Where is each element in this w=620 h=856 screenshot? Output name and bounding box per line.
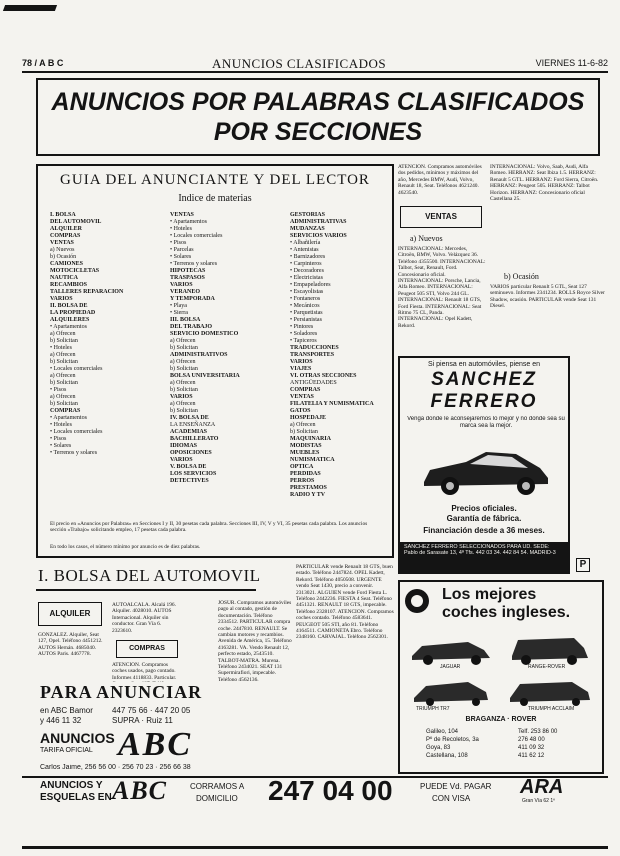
guide-index-entry: I. BOLSA <box>50 212 76 218</box>
guide-index-entry: • Empapeladores <box>290 282 331 288</box>
para-anunciar-address: Carlos Jaime, 256 56 00 · 256 70 23 · 256 66 38 <box>40 764 191 771</box>
visa-line-2: CON VISA <box>432 794 471 803</box>
guide-index-entry: VENTAS <box>170 212 194 218</box>
guide-footnote-2: En todo los casos, el número mínimo por anuncio es de diez palabras. <box>50 544 201 550</box>
guide-footnote-1: El precio en «Anuncios por Palabras» en Secciones I y II, 30 pesetas cada palabra. Secciones III, IV, V y VI, 35 pesetas cada palabra. Los anuncios sección «Trabajo» solicitando empleo, 17 pesetas cada palabra. <box>50 521 368 534</box>
guide-index-entry: LOS SERVICIOS <box>170 471 217 477</box>
guide-index-entry: • Locales comerciales <box>170 233 223 239</box>
section-title: ANUNCIOS CLASIFICADOS <box>212 56 387 71</box>
page-ref: 78 / A B C <box>22 58 64 68</box>
bolsa-auto-title: I. BOLSA DEL AUTOMOVIL <box>38 566 261 585</box>
guide-index-entry: VARIOS <box>170 394 193 400</box>
guide-index-entry: TRANSPORTES <box>290 352 335 358</box>
sanchez-name-2: FERRERO <box>430 391 538 412</box>
guide-index-entry: • Antenistas <box>290 247 319 253</box>
leyland-addresses <box>426 728 516 760</box>
guide-index-entry: • Parcelas <box>170 247 194 253</box>
guide-index-entry: MAQUINARIA <box>290 436 331 442</box>
guide-index-entry: a) Ofrecen <box>170 359 196 365</box>
ventas-box <box>400 206 482 228</box>
bolsa-auto-col2a: AUTOALCALA. Alcalá 196. Alquiler. 4028010. AUTOS Internacional. Alquiler sin conductor. Gran Vía 6. 2323610. <box>112 602 176 634</box>
guide-index-entry: • Apartamentos <box>50 324 87 330</box>
ocasion-ads: VARIOS particular Renault 5 GTL, Seat 127 seminuevo. Informes 2341234. ROLLS Royce Silver Shadow, ocasión. PARTICULAR vende Seat 131 Diesel. <box>490 284 605 310</box>
para-anunciar-line-1b: 447 75 66 · 447 20 05 <box>112 706 191 715</box>
guide-index-entry: DETECTIVES <box>170 478 209 484</box>
compras-box <box>116 640 178 658</box>
ara-logo: ARA <box>520 776 564 798</box>
car-label-1: JAGUAR <box>440 664 461 670</box>
guide-index-entry: VARIOS <box>50 296 73 302</box>
guide-index-entry: • Fontaneros <box>290 296 321 302</box>
guide-index-entry: HIPOTECAS <box>170 268 206 274</box>
guide-index-entry: VARIOS <box>170 457 193 463</box>
guide-index-entry: • Apartamentos <box>170 219 207 225</box>
financing-line: Financiación desde a 36 meses. <box>423 526 545 535</box>
para-anunciar-title: PARA ANUNCIAR <box>40 682 203 702</box>
guide-index-entry: a) Ofrecen <box>170 338 196 344</box>
nuevos-label: a) Nuevos <box>410 234 443 243</box>
guide-index-entry: a) Ofrecen <box>50 352 76 358</box>
guide-index-entry: b) Solicitan <box>170 366 198 372</box>
guide-index-entry: IDIOMAS <box>170 443 198 449</box>
guide-index-entry: HOSPEDAJE <box>290 415 327 421</box>
guide-index-entry: LA PROPIEDAD <box>50 310 96 316</box>
guide-index-entry: GESTORIAS <box>290 212 325 218</box>
guide-index-entry: • Pintores <box>290 324 314 330</box>
bolsa-auto-col3: JOSUR. Compramos automóviles pago al contado, gestión de documentación. Teléfono 2334512. PARTICULAR compra coche. 2447810. RENAULT. Se cambian motores y recambios. Avenida de América, 15. Teléfono 4163281. VA. Vendo Renault 12, perfecto estado, 2543510. TALBOT-MATRA. Murena. Teléfono 2434021. SEAT 131 Supermirafiori, impecable. Teléfono 4562136. <box>218 600 292 683</box>
nuevos-ads: INTERNACIONAL: Mercedes, Citroën, BMW, Volvo. Velázquez 36. Teléfono 4355500. INTERNACIONAL: Talbot, Seat, Renault, Ford. Concesionario oficial. INTERNACIONAL: Porsche, Lancia, Alfa Romeo. INTERNACIONAL: Peugeot 505 STI, Volvo 244 GL. INTERNACIONAL: Renault 18 GTS, Ford Fiesta. INTERNACIONAL: Seat Ritmo 75 CL, Panda. INTERNACIONAL: Opel Kadett, Rekord. <box>398 246 486 329</box>
guide-index-entry: SERVICIOS VARIOS <box>290 233 347 239</box>
column-b-ads: INTERNACIONAL: Volvo, Saab, Audi, Alfa Romeo. HERRANZ: Seat Ibiza 1.5. HERRANZ: Renault 5 GTL. HERRANZ: Ford Sierra, Citroën. HERRANZ: Peugeot 505. HERRANZ: Talbot Horizon. HERRANZ: Concesionario oficial Castellana 25. <box>490 164 599 203</box>
banner-line-2: POR SECCIONES <box>213 118 423 146</box>
prices-line-2: Garantía de fábrica. <box>446 514 522 523</box>
guide-index-entry: a) Ofrecen <box>170 380 196 386</box>
guide-column-3 <box>290 212 390 499</box>
guide-index-entry: • Terrenos y solares <box>50 450 98 456</box>
ara-address: Gran Vía 62 1º <box>522 798 555 804</box>
right-classifieds <box>398 164 608 354</box>
guide-index-entry: • Solares <box>170 254 192 260</box>
guide-index-entry: II. BOLSA DE <box>50 303 88 309</box>
guide-index-entry: PRESTAMOS <box>290 485 327 491</box>
bolsa-auto-col1: GONZALEZ. Alquiler, Seat 127, Opel. Teléfono 4451212. AUTOS Hernán. 4685040. AUTOS Paris. 4467778. <box>38 632 103 658</box>
dealer-phone: 411 62 12 <box>518 753 545 759</box>
issue-date: VIERNES 11-6-82 <box>535 58 608 68</box>
footer-phone: 247 04 00 <box>268 775 393 806</box>
masthead-bar <box>3 5 57 11</box>
guide-index-entry: TRASPASOS <box>170 275 205 281</box>
guide-index-entry: GATOS <box>290 408 311 414</box>
guide-index-entry: • Pisos <box>50 436 67 442</box>
guide-index-entry: OPTICA <box>290 464 314 470</box>
guide-index-entry: MOTOCICLETAS <box>50 268 100 274</box>
bolsa-auto-col4: PARTICULAR vende Renault 18 GTS, buen estado. Teléfono 2447824. OPEL Kadett, Rekord. Teléfono 4050508. URGENTE vendo Seat 1430, precio a convenir. 2313021. ALGUIEN vende Ford Fiesta L. Teléfono 2442236. FIESTA 4 Seat. Teléfono 4451321. RENAULT 18 GTS, impecable. Teléfono 2328107. ATENCION. Compramos coches contado. Teléfono 4583641. PEUGEOT 505 STI, año 81. Teléfono 4164511. CAMIONETA Ebro. Teléfono 2348160. CARVAJAL. Teléfono 2562301. <box>296 564 394 641</box>
guide-index-entry: • Terrenos y solares <box>170 261 218 267</box>
guide-index-entry: • Sierra <box>170 310 188 316</box>
leyland-ad <box>398 580 604 774</box>
guide-index-entry: VIAJES <box>290 366 312 372</box>
leyland-logo-icon <box>404 588 430 614</box>
car-label-4: TRIUMPH ACCLAIM <box>528 706 575 712</box>
tarifa-oficial-label: TARIFA OFICIAL <box>40 747 93 754</box>
guide-index-entry: COMPRAS <box>290 387 321 393</box>
leyland-brand: BRAGANZA · ROVER <box>465 716 537 723</box>
guide-index-entry: LA ENSEÑANZA <box>170 422 216 428</box>
guide-index-entry: • Electricistas <box>290 275 323 281</box>
dealer-address: Castellana, 108 <box>426 753 468 759</box>
guide-index-entry: • Mecánicos <box>290 303 320 309</box>
guide-index-entry: a) Ofrecen <box>290 422 316 428</box>
guide-index-entry: VARIOS <box>290 359 313 365</box>
car-label-2: RANGE-ROVER <box>528 664 566 670</box>
guide-index-entry: DEL AUTOMOVIL <box>50 219 102 225</box>
guide-index-entry: MUDANZAS <box>290 226 325 232</box>
guide-index-entry: b) Solicitan <box>50 401 78 407</box>
guide-index-entry: ADMINISTRATIVAS <box>290 219 347 225</box>
car-label-3: TRIUMPH TR7 <box>416 706 450 712</box>
guide-index-entry: • Escayolistas <box>290 289 324 295</box>
classified-banner <box>36 78 600 156</box>
guide-index-entry: • Barnizadores <box>290 254 326 260</box>
dealer-address: Pº de Recoletos, 3a <box>426 737 479 743</box>
guide-index-entry: • Albañilería <box>290 240 321 246</box>
guide-index-entry: a) Ofrecen <box>170 401 196 407</box>
para-anunciar-line-1a: en ABC Bamor <box>40 706 93 715</box>
guide-column-1 <box>50 212 160 457</box>
prices-line-1: Precios oficiales. <box>451 504 517 513</box>
sports-car-illustration <box>416 440 556 500</box>
guide-index-entry: MODISTAS <box>290 443 322 449</box>
guide-index-entry: ALQUILERES <box>50 317 90 323</box>
top-ads: ATENCION. Compramos automóviles dos pedidos, mínimos y máximos del año, Mercedes BMW, Audi, Volvo, Renault 18, Seat. Teléfonos 4621240. 4623540. <box>398 164 482 196</box>
guide-index-entry: a) Ofrecen <box>50 394 76 400</box>
guide-index-entry: VI. OTRAS SECCIONES <box>290 373 357 379</box>
sanchez-tagline: Venga donde le aconsejaremos lo mejor y no donde sea su marca sea la mejor. <box>407 416 565 429</box>
guide-index-entry: • Decoradores <box>290 268 324 274</box>
guide-index-entry: b) Solicitan <box>290 429 318 435</box>
guide-index-entry: FILATELIA Y NUMISMATICA <box>290 401 374 407</box>
bolsa-auto-rule <box>36 589 256 591</box>
guide-index-entry: CAMIONES <box>50 261 84 267</box>
guide-index-entry: • Playa <box>170 303 187 309</box>
sanchez-badge: P <box>576 558 590 572</box>
guide-index-entry: OPOSICIONES <box>170 450 212 456</box>
guide-index-entry: b) Solicitan <box>170 387 198 393</box>
guide-index-entry: b) Solicitan <box>170 345 198 351</box>
guide-index-entry: TALLERES REPARACION <box>50 289 124 295</box>
guide-index-entry: DEL TRABAJO <box>170 324 213 330</box>
guide-index-entry: ANTIGÜEDADES <box>290 380 337 386</box>
car-silhouettes <box>408 626 598 706</box>
guide-index-entry: • Parquetistas <box>290 310 323 316</box>
guide-index-entry: • Hoteles <box>170 226 192 232</box>
ventas-label: VENTAS <box>425 212 457 221</box>
guide-index-entry: SERVICIO DOMESTICO <box>170 331 239 337</box>
page-header <box>22 55 608 73</box>
banner-line-1: ANUNCIOS POR PALABRAS CLASIFICADOS <box>51 88 585 116</box>
guide-index-entry: ACADEMIAS <box>170 429 208 435</box>
ocasion-label: b) Ocasión <box>504 272 539 281</box>
guide-index-entry: b) Ocasión <box>50 254 77 260</box>
guide-column-2 <box>170 212 280 485</box>
guide-index-entry: • Carpinteros <box>290 261 322 267</box>
guide-index-entry: a) Ofrecen <box>50 373 76 379</box>
guide-index-entry: • Locales comerciales <box>50 366 103 372</box>
guide-index-entry: III. BOLSA <box>170 317 201 323</box>
guide-index-entry: b) Solicitan <box>50 338 78 344</box>
guide-index-entry: PERDIDAS <box>290 471 321 477</box>
bottom-rule <box>22 846 608 849</box>
abc-logo: ABC <box>118 726 193 763</box>
guide-index-entry: RADIO Y TV <box>290 492 326 498</box>
guide-index-entry: b) Solicitan <box>50 380 78 386</box>
leyland-headline-2: coches ingleses. <box>442 604 571 621</box>
guide-index-entry: VERANEO <box>170 289 201 295</box>
footer-abc-logo: ABC <box>112 776 168 805</box>
advertiser-guide <box>36 164 394 558</box>
guide-index-entry: a) Nuevos <box>50 247 75 253</box>
leyland-phones <box>518 728 598 760</box>
guide-index-entry: • Persianistas <box>290 317 322 323</box>
guide-index-entry: NAUTICA <box>50 275 79 281</box>
guide-index-entry: ALQUILER <box>50 226 83 232</box>
sanchez-name-1: SANCHEZ <box>431 369 537 390</box>
dealer-address: Goya, 83 <box>426 745 451 751</box>
guide-index-entry: ADMINISTRATIVOS <box>170 352 228 358</box>
leyland-headline-1: Los mejores <box>442 586 537 603</box>
guide-title: GUIA DEL ANUNCIANTE Y DEL LECTOR <box>60 172 370 188</box>
guide-index-entry: TRADUCCIONES <box>290 345 339 351</box>
guide-index-entry: COMPRAS <box>50 408 81 414</box>
dealer-phone: 411 09 32 <box>518 745 545 751</box>
sanchez-intro: Si piensa en automóviles, piense en <box>427 361 541 368</box>
guide-index-entry: • Hoteles <box>50 345 72 351</box>
guide-index-entry: • Locales comerciales <box>50 429 103 435</box>
guide-index-entry: RECAMBIOS <box>50 282 88 288</box>
guide-index-entry: • Soladores <box>290 331 318 337</box>
guide-index-entry: BOLSA UNIVERSITARIA <box>170 373 240 379</box>
corramos-line-2: DOMICILIO <box>196 794 238 803</box>
guide-index-entry: MUEBLES <box>290 450 320 456</box>
guide-index-entry: • Pisos <box>170 240 187 246</box>
anuncios-sub-title: ANUNCIOS <box>40 730 115 746</box>
guide-index-entry: a) Ofrecen <box>50 331 76 337</box>
guide-index-entry: b) Solicitan <box>50 359 78 365</box>
footer-left-1: ANUNCIOS Y <box>40 780 103 791</box>
guide-index-entry: • Solares <box>50 443 72 449</box>
visa-line-1: PUEDE Vd. PAGAR <box>420 782 492 791</box>
footer-left-2: ESQUELAS EN <box>40 792 112 803</box>
guide-index-entry: • Pisos <box>50 387 67 393</box>
guide-index-entry: Y TEMPORADA <box>170 296 215 302</box>
compras-label: COMPRAS <box>129 645 165 652</box>
guide-index-entry: b) Solicitan <box>170 408 198 414</box>
para-anunciar-line-2b: SUPRA · Ruiz 11 <box>112 716 173 725</box>
sanchez-ferrero-ad <box>398 356 570 574</box>
guide-index-entry: VENTAS <box>50 240 74 246</box>
guide-index-entry: VARIOS <box>170 282 193 288</box>
guide-index-entry: COMPRAS <box>50 233 81 239</box>
bolsa-auto-col2b: ATENCION. Compramos coches usados, pago contado. Informes 4118833. Particular. <box>112 662 177 681</box>
para-anunciar-line-2a: y 446 11 32 <box>40 716 82 725</box>
dealer-phone: 276 48 00 <box>518 737 545 743</box>
guide-index-entry: • Hoteles <box>50 422 72 428</box>
guide-index-entry: IV. BOLSA DE <box>170 415 209 421</box>
guide-index-entry: • Apartamentos <box>50 415 87 421</box>
dealer-phone: Telf. 253 86 00 <box>518 729 558 735</box>
alquiler-box <box>38 602 102 626</box>
guide-index-entry: VENTAS <box>290 394 314 400</box>
guide-index-entry: NUMISMATICA <box>290 457 335 463</box>
guide-index-entry: V. BOLSA DE <box>170 464 207 470</box>
guide-index-entry: BACHILLERATO <box>170 436 219 442</box>
corramos-line-1: CORRAMOS A <box>190 782 245 791</box>
guide-subtitle: Indice de materias <box>178 193 252 204</box>
guide-index-entry: PERROS <box>290 478 315 484</box>
dealer-address: Galileo, 104 <box>426 729 459 735</box>
guide-index-entry: • Tapiceros <box>290 338 317 344</box>
sanchez-footer: SANCHEZ FERRERO SELECCIONADOS PARA UD. SEDE: Pablo de Sarasate 13, 4ª Tfs. 442 03 34. 442 84 54. MADRID-3 <box>400 542 568 572</box>
alquiler-label: ALQUILER <box>49 609 91 618</box>
